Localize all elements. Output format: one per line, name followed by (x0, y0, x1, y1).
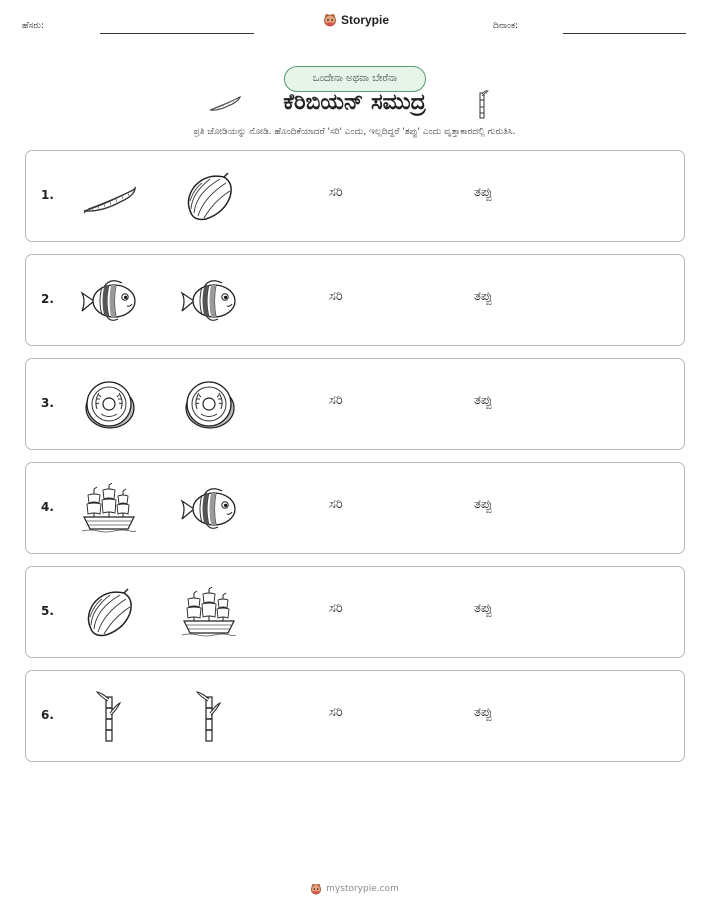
false-option[interactable]: ತಪ್ಪು (474, 601, 493, 616)
question-row (25, 254, 685, 346)
canoe-icon (80, 171, 138, 223)
coin-icon (80, 379, 138, 431)
title-row (0, 88, 709, 124)
date-line[interactable] (563, 33, 686, 34)
ship-icon (80, 483, 138, 535)
brand-name: Storypie (341, 13, 390, 27)
mascot-icon (323, 13, 337, 27)
worksheet-type-badge: ಒಂದೇನಾ ಅಥವಾ ಬೇರೆನಾ (284, 66, 426, 92)
true-option[interactable]: ಸರಿ (329, 497, 343, 512)
page-title: ಕೆರಿಬಿಯನ್ ಸಮುದ್ರ (283, 90, 426, 115)
question-row (25, 670, 685, 762)
true-option[interactable]: ಸರಿ (329, 185, 343, 200)
ship-icon (180, 587, 238, 639)
true-option[interactable]: ಸರಿ (329, 289, 343, 304)
question-number: 5. (41, 604, 54, 618)
false-option[interactable]: ತಪ್ಪು (474, 705, 493, 720)
question-row (25, 150, 685, 242)
name-label: ಹೆಸರು: (22, 21, 45, 31)
date-label: ದಿನಾಂಕ: (493, 21, 519, 31)
question-number: 4. (41, 500, 54, 514)
coin-icon (180, 379, 238, 431)
sugarcane-icon (474, 90, 490, 120)
sugarcane-icon (180, 691, 238, 743)
fish-icon (180, 275, 238, 327)
question-number: 3. (41, 396, 54, 410)
question-row (25, 462, 685, 554)
true-option[interactable]: ಸರಿ (329, 601, 343, 616)
false-option[interactable]: ತಪ್ಪು (474, 393, 493, 408)
instructions: ಪ್ರತಿ ಜೋಡಿಯನ್ನು ನೋಡಿ. ಹೊಂದಿಕೆಯಾದರೆ 'ಸರಿ' ಎಂದು, ಇಲ್ಲದಿದ್ದರೆ 'ತಪ್ಪು' ಎಂದು ವೃತ್ತಾಕಾರದಲ್ಲಿ ಗುರುತಿಸಿ. (193, 127, 516, 137)
question-number: 6. (41, 708, 54, 722)
cocoa-pod-icon (180, 171, 238, 223)
brand-logo (323, 13, 389, 27)
true-option[interactable]: ಸರಿ (329, 393, 343, 408)
page-footer (0, 879, 709, 899)
mascot-icon (310, 883, 322, 895)
question-number: 2. (41, 292, 54, 306)
sugarcane-icon (80, 691, 138, 743)
fish-icon (80, 275, 138, 327)
true-option[interactable]: ಸರಿ (329, 705, 343, 720)
question-row (25, 358, 685, 450)
question-row (25, 566, 685, 658)
fish-icon (180, 483, 238, 535)
footer-site: mystorypie.com (326, 884, 399, 894)
false-option[interactable]: ತಪ್ಪು (474, 497, 493, 512)
cocoa-pod-icon (80, 587, 138, 639)
false-option[interactable]: ತಪ್ಪು (474, 289, 493, 304)
page-header (0, 12, 709, 40)
question-number: 1. (41, 188, 54, 202)
name-line[interactable] (100, 33, 254, 34)
false-option[interactable]: ತಪ್ಪು (474, 185, 493, 200)
